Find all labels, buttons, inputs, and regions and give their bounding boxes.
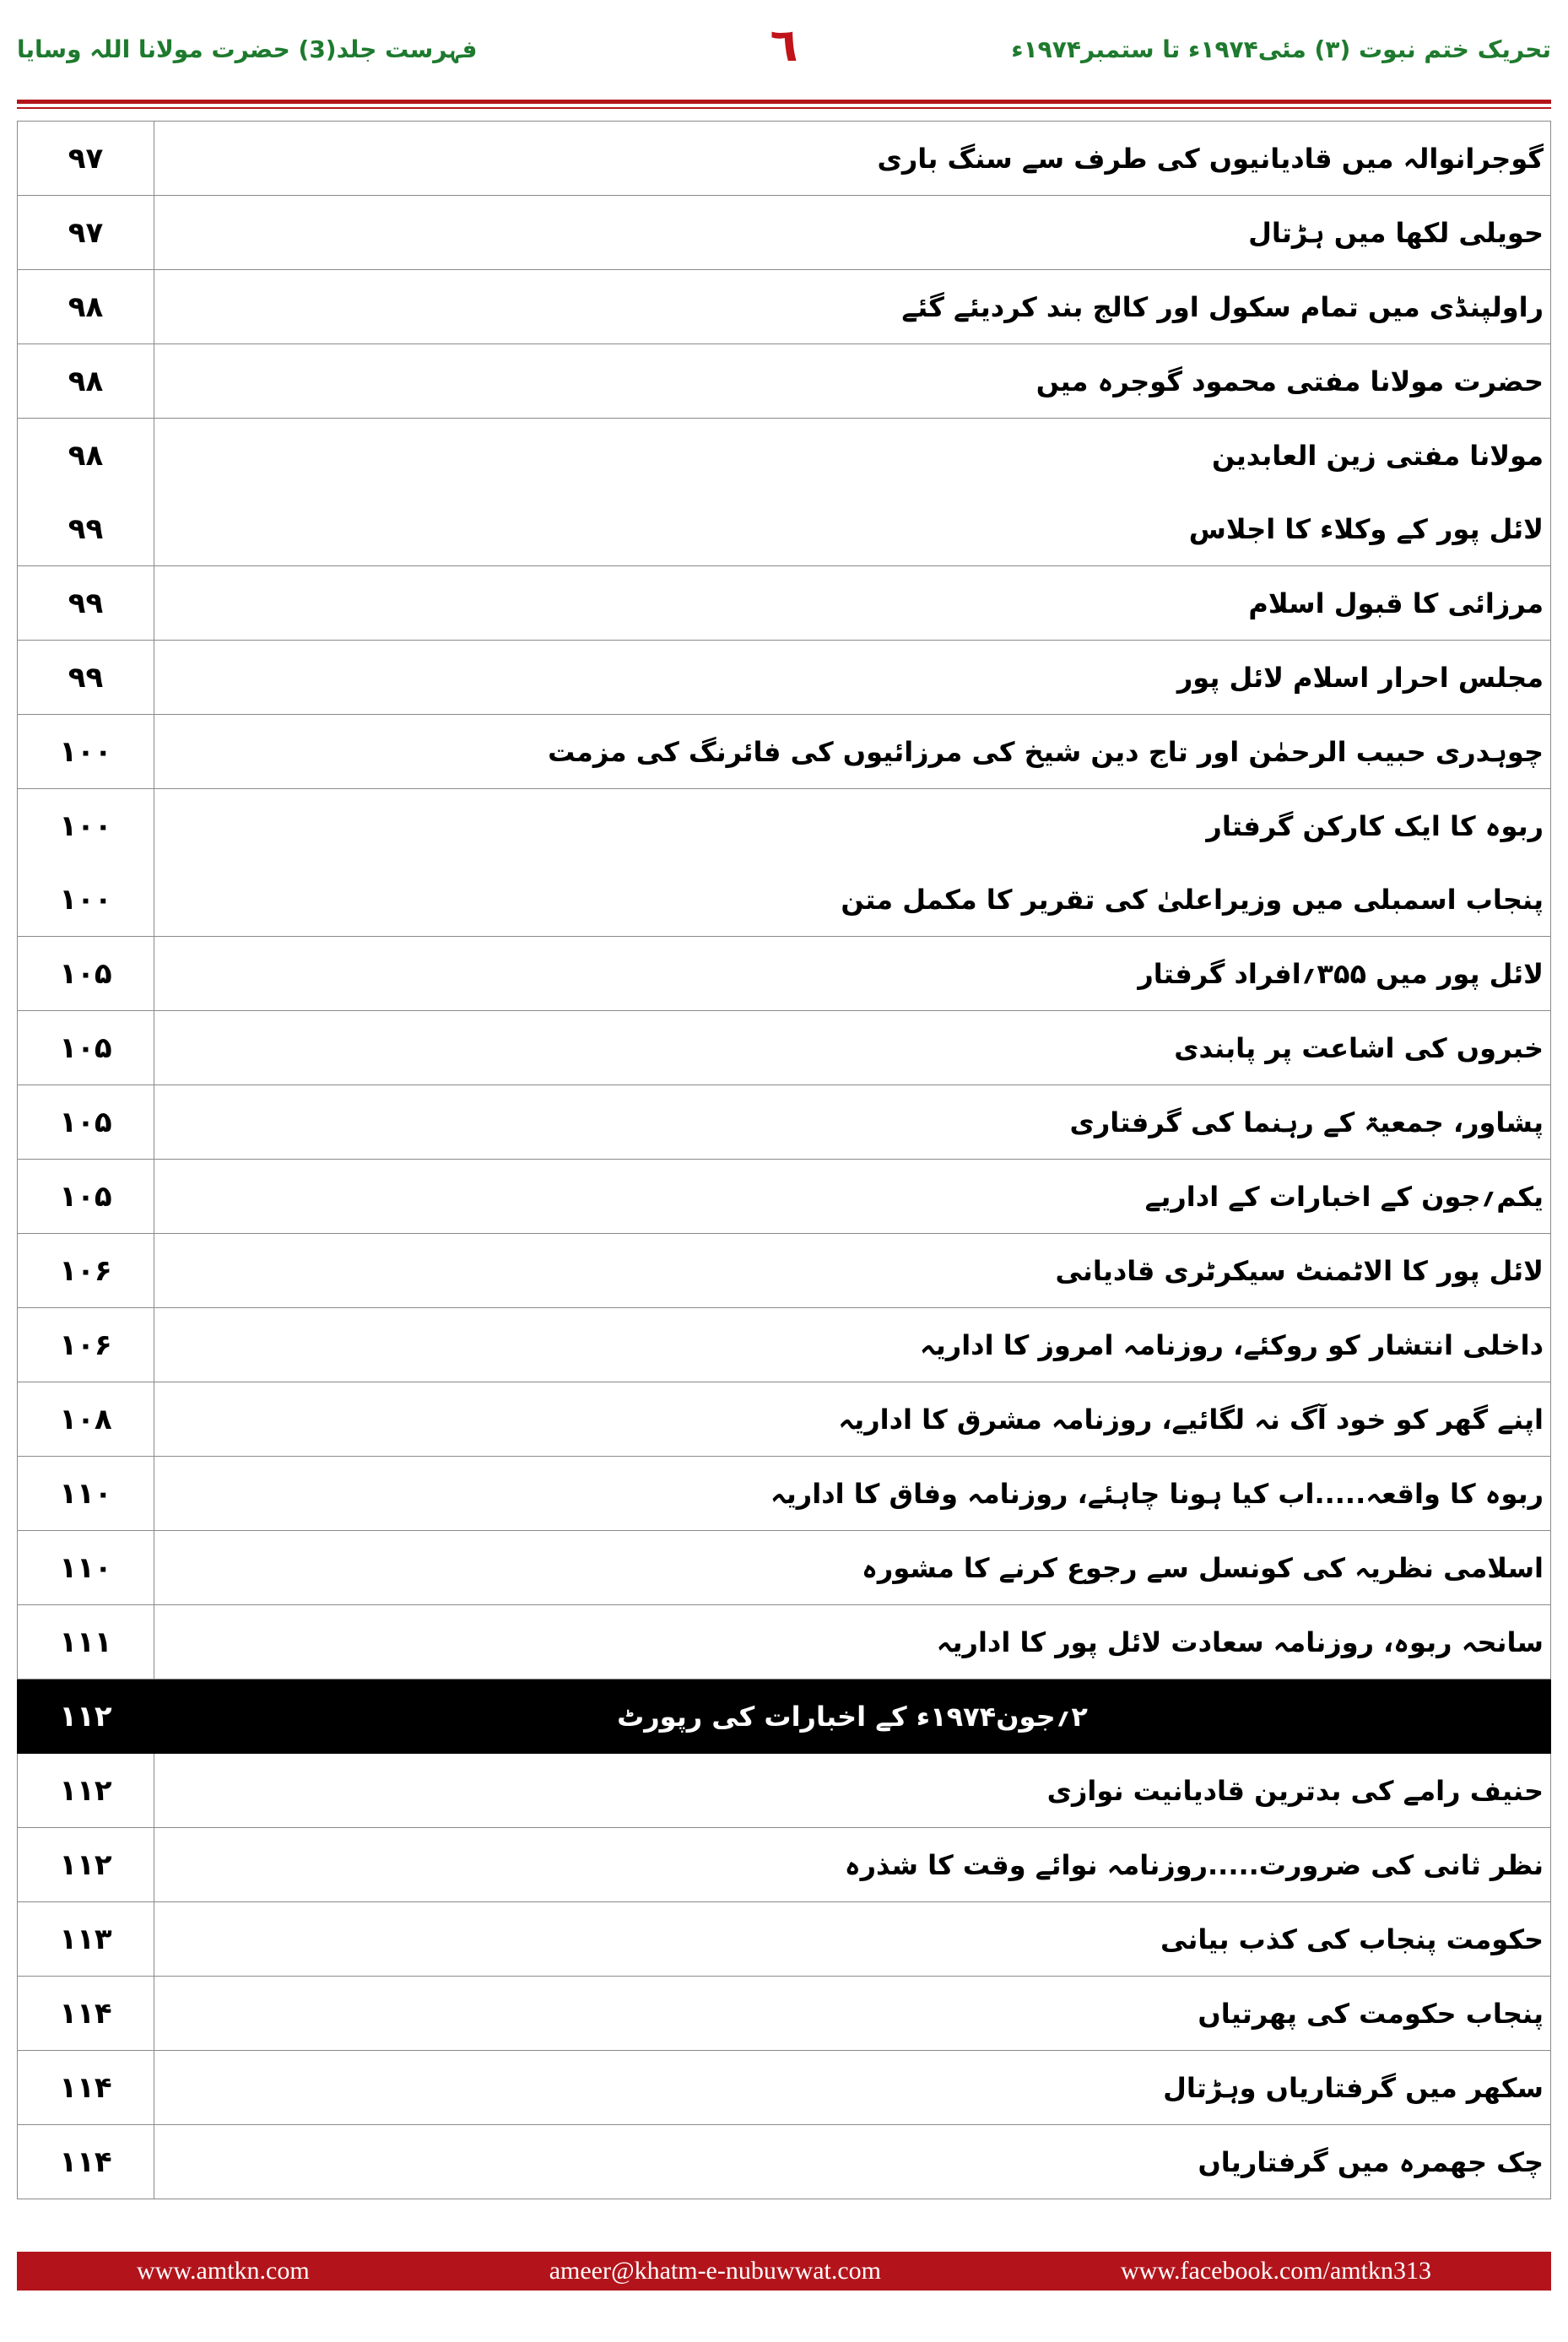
page-footer (17, 2252, 1551, 2291)
header-rule-thin (17, 107, 1551, 109)
page-header (0, 0, 1568, 114)
toc-entry-title: پنجاب حکومت کی پھرتیاں (154, 1977, 1551, 2051)
toc-entry-title: چوہدری حبیب الرحمٰن اور تاج دین شیخ کی مرزائیوں کی فائرنگ کی مزمت (154, 715, 1551, 789)
toc-row[interactable] (18, 492, 1551, 566)
footer-facebook-link[interactable]: www.facebook.com/amtkn313 (1121, 2257, 1431, 2285)
toc-row[interactable] (18, 1902, 1551, 1977)
toc-section-header[interactable] (18, 1679, 1551, 1754)
toc-row[interactable] (18, 1754, 1551, 1828)
toc-row[interactable] (18, 937, 1551, 1011)
toc-page-number: ۱۰۵ (18, 937, 154, 1011)
toc-row[interactable] (18, 1457, 1551, 1531)
toc-entry-title: حویلی لکھا میں ہڑتال (154, 196, 1551, 270)
toc-row[interactable] (18, 1308, 1551, 1382)
toc-page-number: ۱۰۸ (18, 1382, 154, 1457)
toc-entry-title: حنیف رامے کی بدترین قادیانیت نوازی (154, 1754, 1551, 1828)
toc-page-number: ۱۰۵ (18, 1085, 154, 1160)
toc-entry-title: چک جھمرہ میں گرفتاریاں (154, 2125, 1551, 2199)
toc-page-number: ۱۰۶ (18, 1234, 154, 1308)
toc-page-number: ۱۰۶ (18, 1308, 154, 1382)
toc-row[interactable] (18, 1382, 1551, 1457)
toc-row[interactable] (18, 196, 1551, 270)
toc-row[interactable] (18, 1011, 1551, 1085)
toc-row[interactable] (18, 122, 1551, 196)
toc-page-number: ۱۱۰ (18, 1457, 154, 1531)
toc-page-number: ۱۰۵ (18, 1011, 154, 1085)
toc-row[interactable] (18, 863, 1551, 937)
toc-page-number: ۱۱۰ (18, 1531, 154, 1605)
toc-page-number: ۱۱۴ (18, 1977, 154, 2051)
toc-entry-title: اپنے گھر کو خود آگ نہ لگائیے، روزنامہ مشرق کا اداریہ (154, 1382, 1551, 1457)
toc-page-number: ۱۰۰ (18, 789, 154, 863)
toc-entry-title: مرزائی کا قبول اسلام (154, 566, 1551, 641)
toc-entry-title: خبروں کی اشاعت پر پابندی (154, 1011, 1551, 1085)
toc-entry-title: اسلامی نظریہ کی کونسل سے رجوع کرنے کا مشورہ (154, 1531, 1551, 1605)
footer-website-link[interactable]: www.amtkn.com (137, 2257, 310, 2285)
toc-page-number: ۹۸ (18, 344, 154, 419)
toc-row[interactable] (18, 1605, 1551, 1679)
toc-entry-title: مولانا مفتی زین العابدین (154, 419, 1551, 493)
footer-email-link[interactable]: ameer@khatm-e-nubuwwat.com (549, 2257, 881, 2285)
toc-page-number: ۱۱۲ (18, 1679, 154, 1754)
toc-row[interactable] (18, 2051, 1551, 2125)
toc-row[interactable] (18, 1234, 1551, 1308)
header-volume-title: فہرست جلد(3) حضرت مولانا اللہ وسایا (17, 35, 478, 63)
toc-page-number: ۱۱۲ (18, 1828, 154, 1902)
toc-row[interactable] (18, 1828, 1551, 1902)
toc-entry-title: راولپنڈی میں تمام سکول اور کالج بند کردیئے گئے (154, 270, 1551, 344)
toc-entry-title: داخلی انتشار کو روکئے، روزنامہ امروز کا اداریہ (154, 1308, 1551, 1382)
toc-section-title: ۲؍جون۱۹۷۴ء کے اخبارات کی رپورٹ (154, 1679, 1551, 1754)
toc-row[interactable] (18, 641, 1551, 715)
toc-entry-title: پنجاب اسمبلی میں وزیراعلیٰ کی تقریر کا مکمل متن (154, 863, 1551, 937)
toc-entry-title: سانحہ ربوہ، روزنامہ سعادت لائل پور کا اداریہ (154, 1605, 1551, 1679)
toc-entry-title: حضرت مولانا مفتی محمود گوجرہ میں (154, 344, 1551, 419)
toc-row[interactable] (18, 1977, 1551, 2051)
toc-page-number: ۱۰۵ (18, 1160, 154, 1234)
toc-page-number: ۹۹ (18, 566, 154, 641)
toc-entry-title: نظر ثانی کی ضرورت.....روزنامہ نوائے وقت کا شذرہ (154, 1828, 1551, 1902)
toc-entry-title: ربوہ کا ایک کارکن گرفتار (154, 789, 1551, 863)
toc-row[interactable] (18, 715, 1551, 789)
toc-page-number: ۱۱۱ (18, 1605, 154, 1679)
toc-entry-title: لائل پور کا الاٹمنٹ سیکرٹری قادیانی (154, 1234, 1551, 1308)
toc-entry-title: لائل پور میں ۳۵۵؍افراد گرفتار (154, 937, 1551, 1011)
toc-entry-title: حکومت پنجاب کی کذب بیانی (154, 1902, 1551, 1977)
toc-row[interactable] (18, 789, 1551, 863)
toc-page-number: ۱۱۳ (18, 1902, 154, 1977)
toc-page-number: ۹۹ (18, 492, 154, 566)
toc-page-number: ۹۹ (18, 641, 154, 715)
toc-page-number: ۹۷ (18, 196, 154, 270)
toc-page-number: ۱۱۲ (18, 1754, 154, 1828)
toc-row[interactable] (18, 270, 1551, 344)
toc-row[interactable] (18, 344, 1551, 419)
toc-entry-title: پشاور، جمعیۃ کے رہنما کی گرفتاری (154, 1085, 1551, 1160)
toc-page-number: ۱۰۰ (18, 715, 154, 789)
toc-row[interactable] (18, 419, 1551, 493)
toc-row[interactable] (18, 1160, 1551, 1234)
toc-row[interactable] (18, 1085, 1551, 1160)
toc-row[interactable] (18, 2125, 1551, 2199)
toc-page-number: ۱۰۰ (18, 863, 154, 937)
toc-page-number: ۹۸ (18, 419, 154, 493)
toc-row[interactable] (18, 566, 1551, 641)
page-number: ٦ (770, 19, 798, 72)
toc-entry-title: گوجرانوالہ میں قادیانیوں کی طرف سے سنگ باری (154, 122, 1551, 196)
toc-page-number: ۹۸ (18, 270, 154, 344)
toc-page-number: ۱۱۴ (18, 2125, 154, 2199)
toc-page-number: ۱۱۴ (18, 2051, 154, 2125)
toc-page-number: ۹۷ (18, 122, 154, 196)
toc-entry-title: مجلس احرار اسلام لائل پور (154, 641, 1551, 715)
toc-entry-title: ربوہ کا واقعہ.....اب کیا ہونا چاہئے، روزنامہ وفاق کا اداریہ (154, 1457, 1551, 1531)
toc-entry-title: یکم؍جون کے اخبارات کے اداریے (154, 1160, 1551, 1234)
toc-row[interactable] (18, 1531, 1551, 1605)
header-book-title: تحریک ختم نبوت (۳) مئی۱۹۷۴ء تا ستمبر۱۹۷۴ء (1011, 35, 1551, 63)
toc-entry-title: سکھر میں گرفتاریاں وہڑتال (154, 2051, 1551, 2125)
toc-table (17, 121, 1551, 2199)
header-rule-thick (17, 100, 1551, 104)
toc-entry-title: لائل پور کے وکلاء کا اجلاس (154, 492, 1551, 566)
